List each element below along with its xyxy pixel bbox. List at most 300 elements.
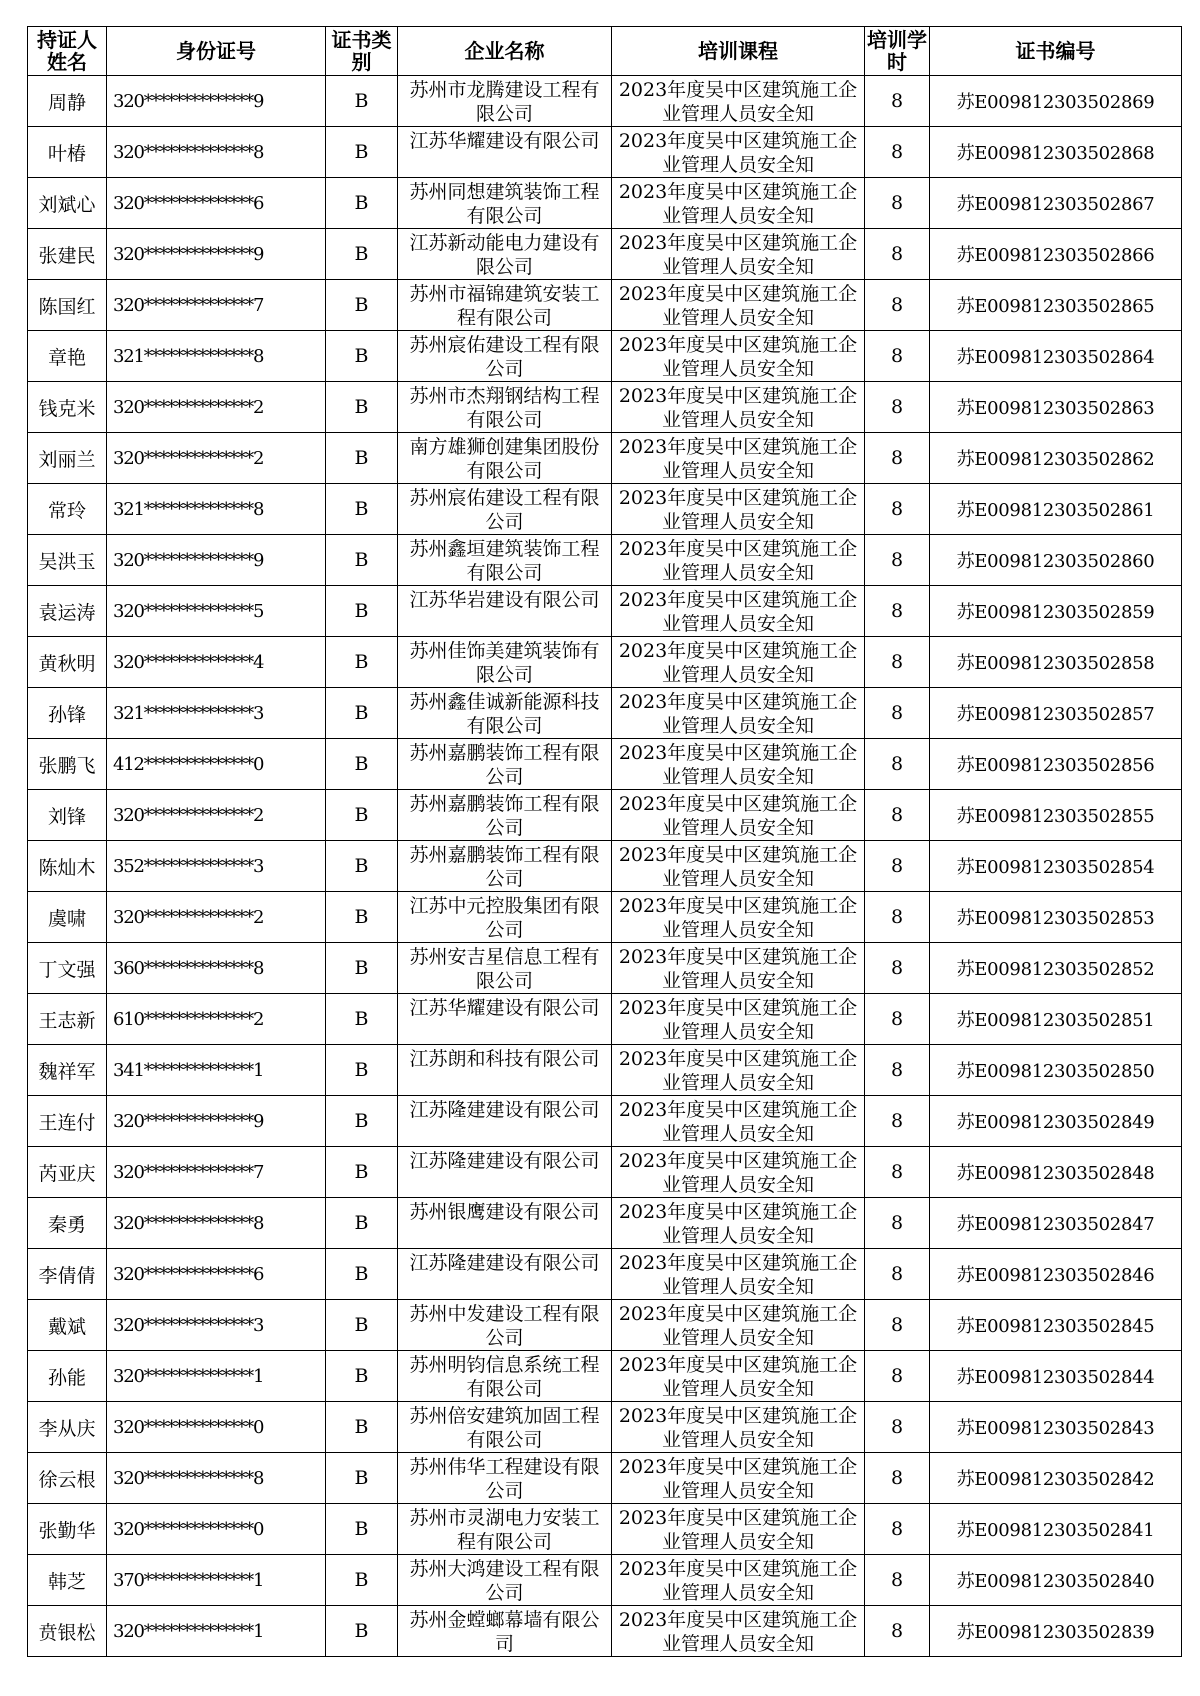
training-course-cell — [612, 382, 865, 433]
cert-category-cell — [326, 1045, 398, 1096]
id-number-cell — [107, 1351, 326, 1402]
cert-category-cell-text: B — [354, 294, 369, 316]
cert-number-cell-text: 苏E009812303502855 — [956, 806, 1155, 827]
cert-category-cell — [326, 1147, 398, 1198]
cert-category-cell — [326, 1402, 398, 1453]
id-number-cell-text: 320**************6 — [113, 192, 264, 214]
company-name-cell — [398, 1402, 612, 1453]
cert-category-cell-text: B — [354, 1059, 369, 1081]
training-hours-cell-text: 8 — [890, 753, 904, 775]
training-hours-cell — [865, 1249, 930, 1300]
training-course-cell — [612, 1402, 865, 1453]
holder-name-cell-text: 周静 — [47, 91, 86, 114]
training-hours-cell — [865, 1402, 930, 1453]
table-row — [28, 1198, 1182, 1249]
cert-category-cell — [326, 1249, 398, 1300]
company-name-cell-text: 江苏隆建建设有限公司 — [409, 1150, 600, 1172]
training-course-cell-text: 2023年度吴中区建筑施工企业管理人员安全知 — [618, 79, 858, 125]
cert-category-cell — [326, 1504, 398, 1555]
company-name-cell-text: 江苏隆建建设有限公司 — [409, 1252, 600, 1274]
cert-number-cell — [930, 535, 1182, 586]
company-name-cell — [398, 76, 612, 127]
holder-name-cell-text: 李倩倩 — [38, 1264, 96, 1287]
holder-name-cell-text: 丁文强 — [38, 958, 96, 981]
cert-category-cell — [326, 535, 398, 586]
cert-category-cell-text: B — [354, 345, 369, 367]
id-number-cell-text: 412**************0 — [113, 753, 264, 775]
training-hours-cell — [865, 1198, 930, 1249]
company-name-cell — [398, 1453, 612, 1504]
company-name-cell-text: 苏州大鸿建设工程有限公司 — [409, 1558, 600, 1604]
training-hours-cell-text: 8 — [890, 804, 904, 826]
id-number-cell — [107, 1147, 326, 1198]
company-name-cell-text: 苏州倍安建筑加固工程有限公司 — [409, 1405, 600, 1451]
cert-number-cell-text: 苏E009812303502846 — [956, 1265, 1155, 1286]
training-course-cell-text: 2023年度吴中区建筑施工企业管理人员安全知 — [618, 1507, 858, 1553]
holder-name-cell — [28, 994, 107, 1045]
id-number-cell-text: 320**************2 — [113, 447, 264, 469]
holder-name-cell — [28, 382, 107, 433]
training-course-cell-text: 2023年度吴中区建筑施工企业管理人员安全知 — [618, 1252, 858, 1298]
company-name-cell — [398, 1606, 612, 1657]
id-number-cell — [107, 331, 326, 382]
training-course-cell — [612, 943, 865, 994]
training-hours-cell — [865, 1045, 930, 1096]
company-name-cell-text: 江苏中元控股集团有限公司 — [409, 895, 600, 941]
cert-number-cell — [930, 1045, 1182, 1096]
company-name-cell-text: 苏州宸佑建设工程有限公司 — [409, 487, 600, 533]
holder-name-cell — [28, 484, 107, 535]
company-name-cell-text: 苏州嘉鹏装饰工程有限公司 — [409, 742, 600, 788]
id-number-cell-text: 352**************3 — [113, 855, 264, 877]
cert-number-cell-text: 苏E009812303502844 — [956, 1367, 1155, 1388]
cert-number-cell-text: 苏E009812303502839 — [956, 1622, 1155, 1643]
cert-category-cell-text: B — [354, 192, 369, 214]
cert-category-cell — [326, 433, 398, 484]
company-name-cell-text: 江苏华岩建设有限公司 — [409, 589, 600, 611]
cert-category-cell — [326, 739, 398, 790]
cert-number-cell — [930, 1606, 1182, 1657]
id-number-cell-text: 610**************2 — [113, 1008, 264, 1030]
table-row — [28, 1555, 1182, 1606]
training-hours-cell — [865, 1147, 930, 1198]
id-number-cell — [107, 1198, 326, 1249]
cert-number-cell-text: 苏E009812303502857 — [956, 704, 1155, 725]
training-hours-cell-text: 8 — [890, 1008, 904, 1030]
holder-name-cell-text: 王志新 — [38, 1009, 96, 1032]
company-name-cell-text: 苏州嘉鹏装饰工程有限公司 — [409, 793, 600, 839]
company-name-cell — [398, 790, 612, 841]
cert-category-cell — [326, 280, 398, 331]
cert-category-cell-text: B — [354, 1518, 369, 1540]
holder-name-cell — [28, 1300, 107, 1351]
holder-name-cell — [28, 433, 107, 484]
cert-category-cell-text: B — [354, 396, 369, 418]
cert-category-cell-text: B — [354, 243, 369, 265]
training-course-cell — [612, 739, 865, 790]
training-hours-cell-text: 8 — [890, 1212, 904, 1234]
training-hours-cell-text: 8 — [890, 702, 904, 724]
training-course-cell — [612, 688, 865, 739]
training-hours-cell — [865, 790, 930, 841]
cert-number-cell-text: 苏E009812303502841 — [956, 1520, 1155, 1541]
training-hours-cell — [865, 1606, 930, 1657]
training-course-cell-text: 2023年度吴中区建筑施工企业管理人员安全知 — [618, 691, 858, 737]
cert-category-cell — [326, 1606, 398, 1657]
training-hours-cell — [865, 586, 930, 637]
id-number-cell-text: 370**************1 — [113, 1569, 264, 1591]
id-number-cell — [107, 1606, 326, 1657]
cert-category-cell-text: B — [354, 1467, 369, 1489]
cert-number-cell — [930, 637, 1182, 688]
id-number-cell-text: 320**************0 — [113, 1518, 264, 1540]
cert-category-cell — [326, 688, 398, 739]
table-row — [28, 76, 1182, 127]
training-course-cell-text: 2023年度吴中区建筑施工企业管理人员安全知 — [618, 487, 858, 533]
table-row — [28, 1300, 1182, 1351]
cert-number-cell-text: 苏E009812303502866 — [956, 245, 1155, 266]
cert-number-cell-text: 苏E009812303502863 — [956, 398, 1155, 419]
id-number-cell — [107, 1300, 326, 1351]
id-number-cell — [107, 637, 326, 688]
training-course-cell-text: 2023年度吴中区建筑施工企业管理人员安全知 — [618, 793, 858, 839]
training-hours-cell — [865, 1504, 930, 1555]
header-row — [28, 27, 1182, 76]
company-name-cell — [398, 739, 612, 790]
training-hours-cell — [865, 688, 930, 739]
header-company-name: 企业名称 — [398, 27, 612, 76]
cert-number-cell-text: 苏E009812303502847 — [956, 1214, 1155, 1235]
training-hours-cell — [865, 1555, 930, 1606]
training-course-cell-text: 2023年度吴中区建筑施工企业管理人员安全知 — [618, 232, 858, 278]
holder-name-cell — [28, 535, 107, 586]
training-hours-cell — [865, 892, 930, 943]
holder-name-cell-text: 秦勇 — [47, 1213, 86, 1236]
company-name-cell — [398, 1300, 612, 1351]
holder-name-cell — [28, 943, 107, 994]
holder-name-cell-text: 陈国红 — [38, 295, 96, 318]
training-hours-cell-text: 8 — [890, 1569, 904, 1591]
training-hours-cell-text: 8 — [890, 447, 904, 469]
company-name-cell — [398, 1504, 612, 1555]
training-course-cell — [612, 841, 865, 892]
cert-number-cell-text: 苏E009812303502849 — [956, 1112, 1155, 1133]
cert-category-cell-text: B — [354, 1620, 369, 1642]
cert-number-cell-text: 苏E009812303502859 — [956, 602, 1155, 623]
training-course-cell — [612, 1351, 865, 1402]
cert-category-cell-text: B — [354, 1569, 369, 1591]
table-row — [28, 1606, 1182, 1657]
id-number-cell — [107, 841, 326, 892]
training-hours-cell — [865, 127, 930, 178]
company-name-cell — [398, 1045, 612, 1096]
training-course-cell-text: 2023年度吴中区建筑施工企业管理人员安全知 — [618, 844, 858, 890]
holder-name-cell-text: 章艳 — [47, 346, 86, 369]
company-name-cell-text: 苏州佳饰美建筑装饰有限公司 — [409, 640, 600, 686]
holder-name-cell-text: 孙锋 — [47, 703, 86, 726]
company-name-cell — [398, 1096, 612, 1147]
cert-category-cell — [326, 943, 398, 994]
company-name-cell-text: 江苏隆建建设有限公司 — [409, 1099, 600, 1121]
company-name-cell — [398, 892, 612, 943]
training-course-cell-text: 2023年度吴中区建筑施工企业管理人员安全知 — [618, 1099, 858, 1145]
table-row — [28, 382, 1182, 433]
training-course-cell-text: 2023年度吴中区建筑施工企业管理人员安全知 — [618, 283, 858, 329]
id-number-cell-text: 320**************6 — [113, 1263, 264, 1285]
id-number-cell — [107, 382, 326, 433]
table-row — [28, 433, 1182, 484]
training-hours-cell — [865, 178, 930, 229]
table-row — [28, 1096, 1182, 1147]
holder-name-cell — [28, 688, 107, 739]
training-course-cell-text: 2023年度吴中区建筑施工企业管理人员安全知 — [618, 589, 858, 635]
training-course-cell-text: 2023年度吴中区建筑施工企业管理人员安全知 — [618, 1150, 858, 1196]
training-course-cell-text: 2023年度吴中区建筑施工企业管理人员安全知 — [618, 181, 858, 227]
id-number-cell — [107, 688, 326, 739]
cert-category-cell-text: B — [354, 1212, 369, 1234]
company-name-cell — [398, 1249, 612, 1300]
id-number-cell-text: 341**************1 — [113, 1059, 264, 1081]
training-hours-cell-text: 8 — [890, 600, 904, 622]
cert-category-cell — [326, 841, 398, 892]
training-hours-cell-text: 8 — [890, 1518, 904, 1540]
company-name-cell-text: 苏州同想建筑装饰工程有限公司 — [409, 181, 600, 227]
table-row — [28, 1453, 1182, 1504]
holder-name-cell-text: 常玲 — [47, 499, 86, 522]
holder-name-cell-text: 王连付 — [38, 1111, 96, 1134]
id-number-cell — [107, 1504, 326, 1555]
cert-category-cell-text: B — [354, 141, 369, 163]
holder-name-cell — [28, 1096, 107, 1147]
table-body — [28, 76, 1182, 1657]
training-course-cell-text: 2023年度吴中区建筑施工企业管理人员安全知 — [618, 385, 858, 431]
company-name-cell-text: 苏州鑫佳诚新能源科技有限公司 — [409, 691, 600, 737]
holder-name-cell-text: 刘锋 — [47, 805, 86, 828]
cert-category-cell — [326, 637, 398, 688]
cert-category-cell-text: B — [354, 1365, 369, 1387]
holder-name-cell — [28, 1351, 107, 1402]
id-number-cell — [107, 1453, 326, 1504]
cert-number-cell-text: 苏E009812303502840 — [956, 1571, 1155, 1592]
cert-category-cell — [326, 178, 398, 229]
cert-number-cell — [930, 1147, 1182, 1198]
training-hours-cell-text: 8 — [890, 1467, 904, 1489]
company-name-cell-text: 江苏新动能电力建设有限公司 — [409, 232, 600, 278]
id-number-cell — [107, 739, 326, 790]
training-course-cell-text: 2023年度吴中区建筑施工企业管理人员安全知 — [618, 538, 858, 584]
company-name-cell-text: 苏州鑫垣建筑装饰工程有限公司 — [409, 538, 600, 584]
training-hours-cell — [865, 535, 930, 586]
training-hours-cell-text: 8 — [890, 141, 904, 163]
company-name-cell — [398, 688, 612, 739]
company-name-cell-text: 南方雄狮创建集团股份有限公司 — [409, 436, 600, 482]
cert-category-cell — [326, 382, 398, 433]
company-name-cell — [398, 1198, 612, 1249]
cert-category-cell — [326, 1198, 398, 1249]
cert-number-cell — [930, 1198, 1182, 1249]
training-hours-cell — [865, 331, 930, 382]
id-number-cell-text: 320**************2 — [113, 396, 264, 418]
training-course-cell-text: 2023年度吴中区建筑施工企业管理人员安全知 — [618, 1303, 858, 1349]
cert-category-cell — [326, 1300, 398, 1351]
cert-number-cell-text: 苏E009812303502864 — [956, 347, 1155, 368]
cert-category-cell — [326, 790, 398, 841]
id-number-cell-text: 320**************0 — [113, 1416, 264, 1438]
training-hours-cell — [865, 841, 930, 892]
company-name-cell — [398, 484, 612, 535]
table-row — [28, 790, 1182, 841]
training-hours-cell-text: 8 — [890, 192, 904, 214]
training-course-cell — [612, 1249, 865, 1300]
company-name-cell-text: 苏州市杰翔钢结构工程有限公司 — [409, 385, 600, 431]
certificate-table — [27, 26, 1182, 1657]
training-course-cell-text: 2023年度吴中区建筑施工企业管理人员安全知 — [618, 1354, 858, 1400]
company-name-cell — [398, 1351, 612, 1402]
training-course-cell-text: 2023年度吴中区建筑施工企业管理人员安全知 — [618, 1405, 858, 1451]
cert-category-cell — [326, 586, 398, 637]
company-name-cell — [398, 994, 612, 1045]
company-name-cell-text: 苏州宸佑建设工程有限公司 — [409, 334, 600, 380]
training-hours-cell-text: 8 — [890, 1314, 904, 1336]
table-row — [28, 1351, 1182, 1402]
training-course-cell — [612, 637, 865, 688]
training-course-cell-text: 2023年度吴中区建筑施工企业管理人员安全知 — [618, 946, 858, 992]
training-hours-cell-text: 8 — [890, 549, 904, 571]
training-course-cell — [612, 994, 865, 1045]
cert-category-cell — [326, 1555, 398, 1606]
training-course-cell — [612, 1453, 865, 1504]
cert-category-cell-text: B — [354, 1008, 369, 1030]
cert-number-cell-text: 苏E009812303502856 — [956, 755, 1155, 776]
cert-number-cell-text: 苏E009812303502862 — [956, 449, 1155, 470]
id-number-cell-text: 320**************9 — [113, 243, 264, 265]
table-row — [28, 1402, 1182, 1453]
holder-name-cell-text: 孙能 — [47, 1366, 86, 1389]
cert-number-cell-text: 苏E009812303502845 — [956, 1316, 1155, 1337]
training-hours-cell — [865, 994, 930, 1045]
id-number-cell-text: 320**************5 — [113, 600, 264, 622]
training-hours-cell-text: 8 — [890, 243, 904, 265]
id-number-cell — [107, 127, 326, 178]
holder-name-cell-text: 黄秋明 — [38, 652, 96, 675]
training-hours-cell-text: 8 — [890, 957, 904, 979]
table-row — [28, 280, 1182, 331]
training-course-cell — [612, 127, 865, 178]
training-course-cell — [612, 586, 865, 637]
id-number-cell-text: 320**************9 — [113, 1110, 264, 1132]
cert-category-cell-text: B — [354, 1263, 369, 1285]
id-number-cell-text: 321**************3 — [113, 702, 264, 724]
cert-number-cell — [930, 1096, 1182, 1147]
cert-number-cell — [930, 178, 1182, 229]
training-hours-cell — [865, 433, 930, 484]
training-hours-cell-text: 8 — [890, 294, 904, 316]
holder-name-cell-text: 张勤华 — [38, 1519, 96, 1542]
training-hours-cell-text: 8 — [890, 345, 904, 367]
table-row — [28, 739, 1182, 790]
header-training-course: 培训课程 — [612, 27, 865, 76]
cert-number-cell — [930, 841, 1182, 892]
training-hours-cell — [865, 1351, 930, 1402]
company-name-cell-text: 江苏朗和科技有限公司 — [409, 1048, 600, 1070]
company-name-cell — [398, 1147, 612, 1198]
holder-name-cell-text: 虞啸 — [47, 907, 86, 930]
training-course-cell — [612, 1504, 865, 1555]
cert-category-cell-text: B — [354, 447, 369, 469]
company-name-cell — [398, 841, 612, 892]
training-course-cell-text: 2023年度吴中区建筑施工企业管理人员安全知 — [618, 1558, 858, 1604]
id-number-cell-text: 320**************9 — [113, 549, 264, 571]
id-number-cell-text: 320**************7 — [113, 1161, 264, 1183]
cert-number-cell — [930, 433, 1182, 484]
holder-name-cell-text: 陈灿木 — [38, 856, 96, 879]
holder-name-cell-text: 张建民 — [38, 244, 96, 267]
holder-name-cell-text: 张鹏飞 — [38, 754, 96, 777]
holder-name-cell — [28, 1198, 107, 1249]
holder-name-cell — [28, 790, 107, 841]
holder-name-cell — [28, 1147, 107, 1198]
table-row — [28, 994, 1182, 1045]
cert-number-cell — [930, 382, 1182, 433]
id-number-cell — [107, 1249, 326, 1300]
id-number-cell-text: 320**************8 — [113, 1212, 264, 1234]
cert-category-cell-text: B — [354, 1416, 369, 1438]
training-course-cell-text: 2023年度吴中区建筑施工企业管理人员安全知 — [618, 130, 858, 176]
cert-number-cell-text: 苏E009812303502854 — [956, 857, 1155, 878]
table-row — [28, 688, 1182, 739]
id-number-cell-text: 321**************8 — [113, 345, 264, 367]
holder-name-cell — [28, 76, 107, 127]
company-name-cell-text: 苏州银鹰建设有限公司 — [409, 1201, 600, 1223]
cert-number-cell — [930, 892, 1182, 943]
id-number-cell-text: 360**************8 — [113, 957, 264, 979]
company-name-cell — [398, 433, 612, 484]
training-course-cell-text: 2023年度吴中区建筑施工企业管理人员安全知 — [618, 436, 858, 482]
holder-name-cell — [28, 1045, 107, 1096]
company-name-cell-text: 苏州金螳螂幕墙有限公司 — [409, 1609, 600, 1655]
training-hours-cell-text: 8 — [890, 1620, 904, 1642]
holder-name-cell — [28, 637, 107, 688]
holder-name-cell-text: 贲银松 — [38, 1621, 96, 1644]
table-header — [28, 27, 1182, 76]
table-row — [28, 637, 1182, 688]
id-number-cell — [107, 1402, 326, 1453]
training-course-cell — [612, 229, 865, 280]
id-number-cell — [107, 280, 326, 331]
cert-category-cell-text: B — [354, 1314, 369, 1336]
training-hours-cell — [865, 382, 930, 433]
company-name-cell-text: 苏州安吉星信息工程有限公司 — [409, 946, 600, 992]
holder-name-cell-text: 刘丽兰 — [38, 448, 96, 471]
cert-category-cell — [326, 1453, 398, 1504]
cert-number-cell — [930, 943, 1182, 994]
company-name-cell — [398, 535, 612, 586]
cert-number-cell — [930, 76, 1182, 127]
cert-number-cell — [930, 586, 1182, 637]
training-hours-cell — [865, 637, 930, 688]
holder-name-cell — [28, 586, 107, 637]
training-hours-cell-text: 8 — [890, 1161, 904, 1183]
holder-name-cell-text: 戴斌 — [47, 1315, 86, 1338]
cert-number-cell-text: 苏E009812303502848 — [956, 1163, 1155, 1184]
training-hours-cell-text: 8 — [890, 1263, 904, 1285]
header-cert-number: 证书编号 — [930, 27, 1182, 76]
company-name-cell-text: 苏州中发建设工程有限公司 — [409, 1303, 600, 1349]
company-name-cell — [398, 943, 612, 994]
id-number-cell — [107, 1045, 326, 1096]
company-name-cell — [398, 127, 612, 178]
holder-name-cell — [28, 280, 107, 331]
